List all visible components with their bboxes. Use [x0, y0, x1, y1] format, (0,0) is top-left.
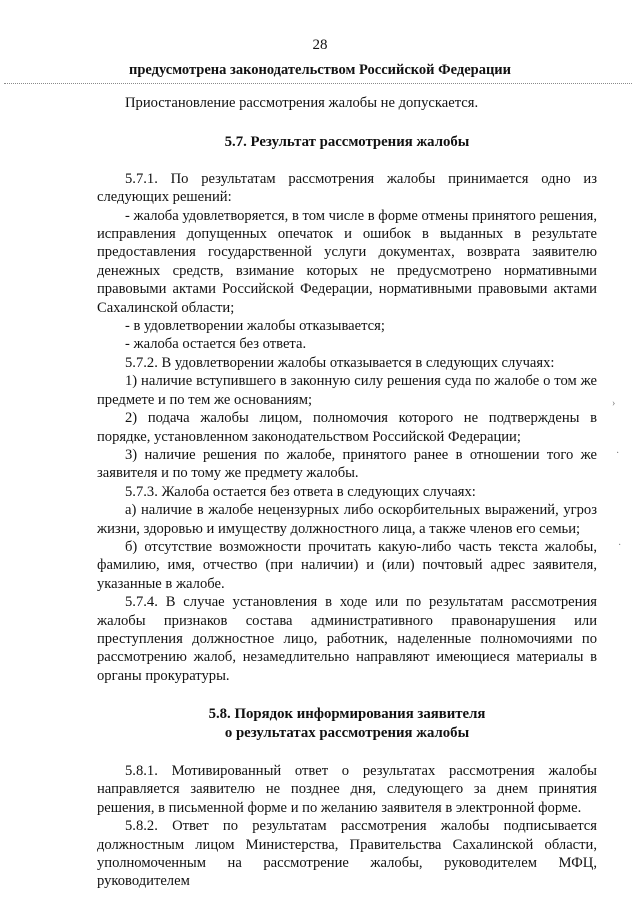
paragraph-decision-refused: - в удовлетворении жалобы отказывается;	[125, 318, 385, 335]
page-header-continuation: предусмотрена законодательством Российской Федерации	[128, 62, 512, 78]
paragraph-5-7-3: 5.7.3. Жалоба остается без ответа в следующих случаях:	[125, 483, 476, 500]
paragraph-refusal-2: 2) подача жалобы лицом, полномочия которого не подтверждены в порядке, установленном законодательством Российской Федерации;	[97, 410, 597, 445]
scan-margin-mark: ›	[612, 398, 616, 409]
paragraph-5-7-2: 5.7.2. В удовлетворении жалобы отказывается в следующих случаях:	[125, 354, 555, 371]
section-5-8-title-line-2: о результатах рассмотрения жалобы	[224, 724, 470, 741]
scan-margin-mark: ·	[616, 448, 620, 459]
paragraph-5-8-2: 5.8.2. Ответ по результатам рассмотрения жалобы подписывается должностным лицом Министерства, Правительства Сахалинской области, уполномоченным на рассмотрение жалобы, руководителем МФЦ, руководителем	[97, 818, 597, 890]
header-divider	[4, 83, 632, 84]
paragraph-no-answer-a: а) наличие в жалобе нецензурных либо оскорбительных выражений, угроз жизни, здоровью и имуществу должностного лица, а также членов его семьи;	[97, 502, 597, 537]
paragraph-refusal-1: 1) наличие вступившего в законную силу решения суда по жалобе о том же предмете и по тем же основаниям;	[97, 373, 597, 408]
section-5-8-title-line-1: 5.8. Порядок информирования заявителя	[208, 706, 486, 723]
intro-paragraph: Приостановление рассмотрения жалобы не допускается.	[125, 95, 479, 111]
paragraph-no-answer-b: б) отсутствие возможности прочитать какую-либо часть текста жалобы, фамилию, имя, отчество (при наличии) и (или) почтовый адрес заявителя, указанные в жалобе.	[97, 538, 597, 592]
paragraph-decision-satisfied: - жалоба удовлетворяется, в том числе в форме отмены принятого решения, исправления допущенных опечаток и ошибок в выданных в результате предоставления государственной услуги документах, возврата заявителю денежных средств, взимание которых не предусмотрено нормативными правовыми актами Российской Федерации, нормативными правовыми актами Сахалинской области;	[97, 207, 597, 316]
section-5-8-title	[97, 705, 597, 742]
page-number: 28	[312, 37, 328, 53]
document-body	[97, 94, 597, 891]
paragraph-refusal-3: 3) наличие решения по жалобе, принятого ранее в отношении того же заявителя и по тому же предмету жалобы.	[97, 446, 597, 482]
paragraph-5-8-1: 5.8.1. Мотивированный ответ о результатах рассмотрения жалобы направляется заявителю не позднее дня, следующего за днем принятия решения, в письменной форме и по желанию заявителя в электронной форме.	[97, 763, 597, 816]
paragraph-5-7-1: 5.7.1. По результатам рассмотрения жалобы принимается одно из следующих решений:	[97, 170, 597, 206]
paragraph-5-7-4: 5.7.4. В случае установления в ходе или по результатам рассмотрения жалобы признаков состава административного правонарушения или преступления должностное лицо, работник, наделенные полномочиями по рассмотрению жалоб, незамедлительно направляют имеющиеся материалы в органы прокуратуры.	[97, 594, 597, 684]
section-5-7-title: 5.7. Результат рассмотрения жалобы	[224, 134, 470, 151]
paragraph-decision-no-answer: - жалоба остается без ответа.	[125, 336, 307, 353]
scan-margin-mark: ·	[618, 540, 622, 551]
